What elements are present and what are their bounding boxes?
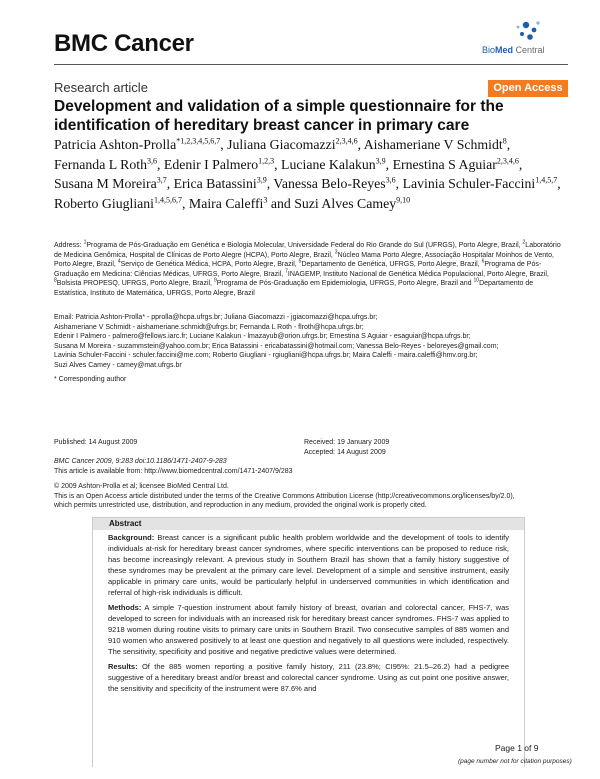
author	[189, 196, 267, 211]
author-name: Vanessa Belo-Reyes	[273, 176, 386, 192]
affiliation-number: 5	[298, 258, 302, 265]
author-affiliation: 9,10	[396, 195, 411, 205]
author-name: Aishameriane V Schmidt	[363, 137, 503, 152]
author	[281, 157, 386, 172]
affiliation-text: Laboratório de Medicina Genômica, Hospital de Clínicas de Porto Alegre (HCPA), Porto Alegre, Brazil,	[54, 242, 561, 259]
author-affiliation: *1,2,3,4,5,6,7	[176, 136, 221, 146]
author-name: Ernestina S Aguiar	[392, 156, 497, 172]
corresponding-author-note: * Corresponding author	[54, 376, 127, 383]
abstract-section-text: Breast cancer is a significant public health problem worldwide and the development of tools to identify individuals at-risk for hereditary breast cancer syndromes, where specific interventions can be proposed to reduce risk, has become increasingly relevant. A previous study in Southern Brazil has shown that a family history suggestive of these syndromes may be prevalent at the primary care level. Development of a simple and sensitive instrument, easily applicable in primary care units, would be particularly helpful in underserved communities in which identification and referral of high-risk individuals is difficult.	[108, 533, 509, 597]
author-name: Erica Batassini	[173, 176, 257, 192]
received-accepted	[304, 438, 389, 457]
accepted-date: Accepted: 14 August 2009	[304, 448, 386, 456]
author	[164, 157, 274, 172]
biomed-central-logo	[482, 18, 562, 58]
copyright-line: © 2009 Ashton-Prolla et al; licensee BioMed Central Ltd.	[54, 483, 229, 490]
affiliation-text: Núcleo Mama Porto Alegre, Associação Hospitalar Moinhos de Vento, Porto Alegre, Brazil,	[54, 251, 554, 269]
abstract-body	[93, 530, 524, 694]
copyright-line: This is an Open Access article distributed under the terms of the Creative Commons Attribution License (http://creativecommons.org/licenses/by/2.0),	[54, 492, 515, 500]
author	[403, 176, 558, 191]
copyright	[54, 482, 568, 511]
author-name: Patricia Ashton-Prolla	[54, 137, 177, 152]
author-affiliation: 1,4,5,7	[535, 175, 558, 185]
abstract-section	[108, 661, 509, 694]
email-list	[54, 313, 568, 371]
email-line: Susana M Moreira - suzammstein@yahoo.com.br; Erica Batassini - ericabatassini@hotmail.com; Vanessa Belo-Reyes - beloreyes@gmail.com;	[54, 342, 499, 350]
email-line: Suzi Alves Camey - camey@mat.ufrgs.br	[54, 361, 182, 369]
author	[364, 137, 507, 152]
affiliation-text: Departamento de Estatística, Instituto de Matemática, UFRGS, Porto Alegre, Brazil	[54, 280, 534, 297]
abstract-section-text: Of the 885 women reporting a positive family history, 211 (23.8%; CI95%: 21.5–26.2) had a pedigree suggestive of a hereditary breast and/or breast and colorectal cancer syndrome. Using as cut point one positive answer, the sensitivity and specificity of the instrument were 87.6% and	[108, 662, 509, 693]
open-access-badge: Open Access	[488, 80, 568, 97]
logo-bio: Bio	[482, 45, 496, 55]
biomed-central-logo-icon	[482, 18, 562, 46]
address-label: Address:	[54, 242, 84, 249]
author-affiliation: 2,3,4,6	[496, 156, 519, 165]
article-title: Development and validation of a simple questionnaire for the identification of hereditary breast cancer in primary care	[54, 98, 504, 134]
article-url[interactable]: This article is available from: http://www.biomedcentral.com/1471-2407/9/283	[54, 468, 293, 475]
affiliation-text: INAGEMP, Instituto Nacional de Genética Médica Populacional, Porto Alegre, Brazil,	[287, 270, 549, 278]
affiliation-text: Programa de Pós-Graduação em Epidemiologia, UFRGS, Porto Alegre, Brazil and	[216, 280, 474, 288]
author	[54, 196, 182, 211]
author-name: Lavinia Schuler-Faccini	[402, 176, 536, 192]
author	[273, 176, 395, 191]
author-affiliation: 3,9	[375, 156, 386, 165]
author	[54, 137, 220, 152]
author	[54, 176, 167, 191]
author	[174, 176, 267, 191]
article-type: Research article	[54, 80, 148, 95]
abstract-box	[92, 517, 525, 767]
author-affiliation: 3,6	[385, 175, 396, 185]
page-note: (page number not for citation purposes)	[458, 758, 572, 765]
author-name: Juliana Giacomazzi	[227, 137, 336, 152]
author-affiliation: 3,7	[156, 175, 167, 185]
email-line: Email: Patricia Ashton-Prolla* - pprolla@hcpa.ufrgs.br; Juliana Giacomazzi - jgiacomazzi@hcpa.ufrgs.br;	[54, 314, 378, 321]
affiliation-text: Departamento de Genética, UFRGS, Porto Alegre, Brazil,	[301, 261, 482, 269]
author-list: Patricia Ashton-Prolla$^{*1,2,3,4,5,6,7}$, Juliana Giacomazzi$^{2,3,4,6}$, Aishameriane V Schmidt$^8$, Fernanda L Roth$^{3,6}$, Edenir I Palmero$^{1,2,3}$, Luciane Kalakun$^{3,9}$, Ernestina S Aguiar$^{2,3,4,6}$, Susana M Moreira$^{3,7}$, Erica Batassini$^{3,9}$, Vanessa Belo-Reyes$^{3,6}$, Lavinia Schuler-Faccini$^{1,4,5,7}$, Roberto Giugliani$^{1,4,5,6,7}$, Maira Caleffi$^3$ and Suzi Alves Camey$^{9,10}$	[54, 136, 561, 211]
author-affiliation: 1,4,5,6,7	[154, 195, 183, 205]
abstract-section-label: Results:	[108, 662, 138, 671]
email-line: Lavinia Schuler-Faccini - schuler.faccini@me.com; Roberto Giugliani - rgiugliani@hcpa.ufrgs.br; Maira Caleffi - maira.caleffi@hmv.org.br;	[54, 352, 478, 360]
logo-central: Central	[515, 45, 545, 55]
published-date: Published: 14 August 2009	[54, 439, 138, 446]
author-affiliation: 3	[263, 195, 268, 205]
author-affiliation: 8	[502, 136, 507, 146]
citation: BMC Cancer 2009, 9:283 doi:10.1186/1471-2407-9-283	[54, 458, 227, 465]
affiliation-number: 1	[83, 239, 87, 246]
copyright-line: which permits unrestricted use, distribution, and reproduction in any medium, provided the original work is properly cited.	[54, 502, 427, 510]
affiliation-number: 9	[213, 278, 217, 285]
affiliation-number: 2	[522, 239, 526, 246]
author-affiliation: 3,6	[146, 156, 157, 165]
received-date: Received: 19 January 2009	[304, 439, 390, 446]
affiliations	[54, 241, 568, 299]
author	[227, 137, 357, 152]
email-line: Edenir I Palmero - palmero@fellows.iarc.fr; Luciane Kalakun - lmazayub@orion.ufrgs.br; Ernestina S Aguiar - esaguiar@hcpa.ufrgs.br;	[54, 333, 471, 341]
page-number: Page 1 of 9	[495, 743, 539, 753]
journal-title: BMC Cancer	[54, 30, 194, 57]
author-affiliation: 2,3,4,6	[335, 136, 358, 146]
affiliation-number: 10	[473, 278, 480, 285]
affiliation-text: Serviço de Genética Médica, HCPA, Porto Alegre, Brazil,	[120, 261, 299, 269]
author	[294, 196, 410, 211]
abstract-section-text: A simple 7-question instrument about family history of breast, ovarian and colorectal cancer, FHS-7, was developed to screen for individuals with an increased risk for hereditary breast cancer syndromes. FHS-7 was applied to 9218 women during routine visits to primary care units in Southern Brazil. Two consecutive samples of 885 women and 910 women who answered positively to at least one question and negatively to all questions were included, respectively. The sensitivity, specificity and positive and negative predictive values were determined.	[108, 603, 509, 656]
author-affiliation: 1,2,3	[258, 156, 275, 165]
author-name: Roberto Giugliani	[54, 195, 155, 211]
author-name: Fernanda L Roth	[54, 156, 147, 172]
affiliation-number: 7	[285, 268, 288, 275]
abstract-section-label: Methods:	[108, 603, 142, 612]
affiliation-number: 3	[334, 249, 338, 256]
affiliation-number: 4	[117, 258, 121, 265]
abstract-section	[108, 602, 509, 657]
affiliation-number: 8	[54, 278, 57, 285]
header-rule	[54, 64, 568, 65]
abstract-section	[108, 532, 509, 598]
author-affiliation: 3,9	[256, 175, 267, 185]
affiliation-text: Bolsista PROPESQ, UFRGS, Porto Alegre, Brazil,	[56, 280, 214, 288]
affiliation-text: Programa de Pós-Graduação em Medicina: Ciências Médicas, UFRGS, Porto Alegre, Brazil,	[54, 261, 542, 278]
affiliation-number: 6	[481, 258, 485, 265]
affiliation-text: Programa de Pós-Graduação em Genética e Biologia Molecular, Universidade Federal do Rio Grande do Sul (UFRGS), Porto Alegre, Brazil,	[86, 242, 523, 249]
author-name: Edenir I Palmero	[163, 156, 259, 172]
logo-med: Med	[495, 45, 514, 55]
author-name: Susana M Moreira	[54, 176, 157, 192]
author-name: Luciane Kalakun	[281, 156, 376, 172]
author	[54, 157, 157, 172]
author-name: Suzi Alves Camey	[294, 195, 397, 211]
abstract-section-label: Background:	[108, 533, 155, 542]
email-line: Aishameriane V Schmidt - aishameriane.schmidt@ufrgs.br; Fernanda L Roth - flroth@hcpa.ufrgs.br;	[54, 323, 364, 331]
author-name: Maira Caleffi	[188, 195, 264, 211]
author	[393, 157, 519, 172]
abstract-heading: Abstract	[93, 518, 524, 530]
